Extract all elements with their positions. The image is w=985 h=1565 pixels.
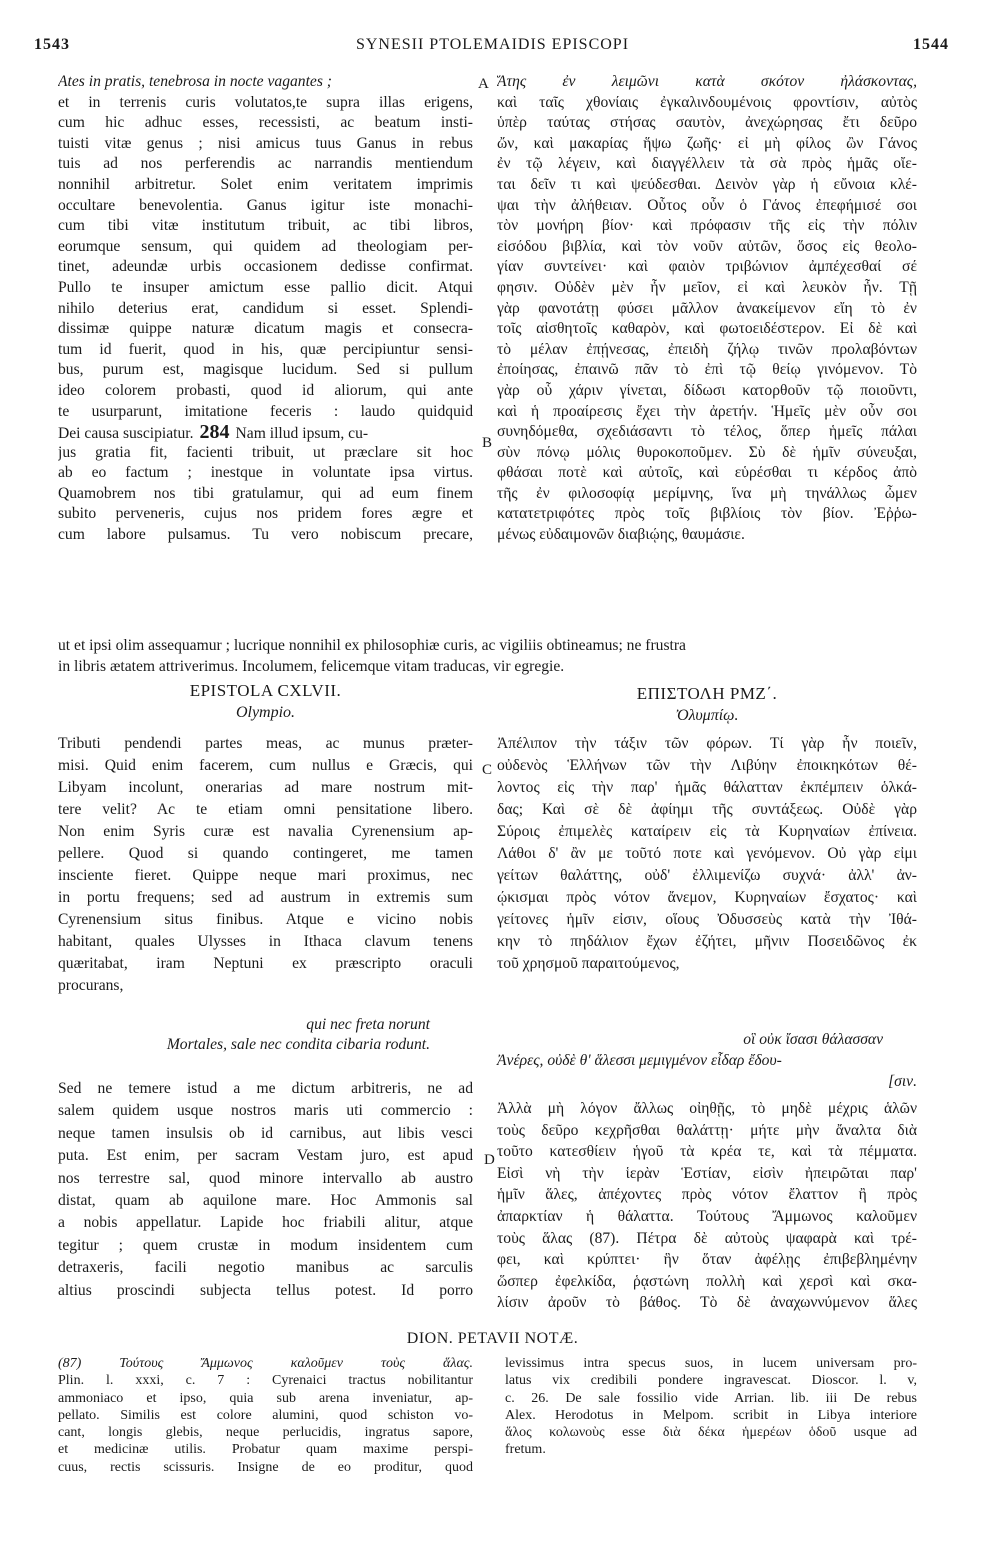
latin-text-line: a nobis appellatur. Lapide hoc friabili alitur, atque (58, 1214, 473, 1232)
latin-verse-line-2: Mortales, sale nec condita cibaria rodunt. (166, 1036, 430, 1053)
latin-text-line: misi. Quid enim facerem, cum nullus e Græcis, qui (58, 757, 473, 774)
greek-text-line: ἀπαρκτίαν ἡ θάλαττα. Τούτους Ἄμμωνος καλοῦμεν (497, 1207, 917, 1225)
latin-text-line: jus gratia fit, facienti tribuit, ut præclare sit hoc (58, 443, 473, 461)
greek-text-line: φει, καὶ κρύπτει· ἣν ὅταν ἀφέλῃς ἐπιβεβλημένην (497, 1251, 917, 1269)
note-text-line: cuus, rectis scissuris. Insigne de eo proditur, quod (58, 1459, 473, 1475)
greek-text-line: γείτων θαλάττης, οὐδ' ἐλλιμενίζω συχνά· ἀλλ' ἀν- (497, 867, 917, 884)
greek-text-line: ἐν τῷ λέγειν, καὶ διαγγέλλειν τὰ σὰ πρὸς ἡμᾶς οἴε- (497, 155, 917, 173)
latin-text-line: altius proscindi subjecta tellus potest. Id porro (58, 1281, 473, 1299)
latin-text-line: Tributi pendendi partes meas, ac munus præter- (58, 735, 473, 752)
latin-text-line: habitant, quales Ulysses in Ithaca clavum tenens (58, 933, 473, 950)
latin-text-line: in portu frequens; sed ad austrum in extremis sum (58, 889, 473, 906)
margin-marker-d: D (484, 1152, 495, 1168)
greek-text-line: ἡμῖν ἅλες, ἀπέχοντες πρὸς νότον ἔλαττον ἢ πρὸς (497, 1186, 917, 1204)
greek-text-line: ὤν, καὶ μακαρίας ἥψω ζωῆς· εἰ μὴ φίλος ὢν Γάνος (497, 134, 917, 152)
greek-verse-line-1: οἳ οὐκ ἴσασι θάλασσαν (743, 1031, 883, 1048)
greek-text-line: ται δεῖν τι καὶ ψεύδεσθαι. Δεινὸν γὰρ ἡ εὔνοια κλέ- (497, 175, 917, 193)
greek-text-line: εἰσόδου βιβλία, καὶ τὸν νοῦν αὐτῶν, ὅσος εἰς θεολο- (497, 237, 917, 255)
greek-text-line: μένως εὐδαιμονῶν διαβιῴης, θαυμάσιε. (497, 526, 745, 544)
latin-text-line: bus, purum est, magisque lucidum. Sed si pullum (58, 361, 473, 379)
note-text-line: levissimus intra specus suos, in lucem universam pro- (505, 1356, 917, 1371)
greek-text-line: λοντος εἰς τὴν παρ' ἡμᾶς θάλατταν ἐκπέμπειν ὁλκά- (497, 779, 917, 796)
greek-text-line: τῆς ἐν φιλοσοφίᾳ μερίμνης, ἵνα μὴ τηνάλλως ὦμεν (497, 484, 917, 502)
latin-text-line: ab eo factum ; inestque in voluntate ipsa virtus. (58, 464, 473, 482)
note-text-line: ammoniaco et ipso, quia sub arena inveniatur, ap- (58, 1390, 473, 1406)
greek-text-line: τοὺς δεῦρο κεχρῆσθαι θαλάττῃ· μήτε μὴν ἄναλτα διὰ (497, 1121, 917, 1139)
latin-text-line: dissimæ quippe naturæ dicatum magis et consecra- (58, 320, 473, 338)
greek-text-line: ὑπὲρ ταύτας στήσας σαυτὸν, ἀνεχώρησας ἔτι δεῦρο (497, 114, 917, 132)
epistola-greek-title: ΕΠΙΣΤΟΛΗ ΡΜΖ΄. (636, 684, 778, 703)
latin-text-line: insciente fieret. Quippe neque mari proximus, nec (58, 867, 473, 884)
greek-text-line: καὶ ἡ προαίρεσις ἔχει τὴν ἀρετήν. Ἡμεῖς μὲν οὖν σοι (497, 402, 917, 420)
greek-verse-line-3: [σιν. (888, 1073, 917, 1090)
note-text-line: (87) Τούτους Ἄμμωνος καλοῦμεν τοὺς ἅλας. (58, 1356, 473, 1371)
notes-column-right (505, 1355, 917, 1459)
greek-text-line: Λάθοι δ' ἂν με τοῦτό ποτε καὶ γενόμενον. Οὐ γὰρ εἰμι (497, 845, 917, 862)
greek-text-line: φθάσαι ποτὲ καὶ αὐτοῖς, καὶ εὑρέσθαι τι κέρδος ἀπὸ (497, 464, 917, 482)
greek-text-line: τὸ μέλαν ἐπῄνεσας, ἐπειδὴ ζήλῳ τινῶν προλαβόντων (497, 340, 917, 358)
latin-text-line: nonnihil arbitretur. Solet enim veritatem imprimis (58, 175, 473, 193)
latin-text-line: Pullo te insuper amictum esse pallio dicit. Atqui (58, 278, 473, 296)
latin-text-line: Sed ne temere istud a me dictum arbitreris, ne ad (58, 1080, 473, 1097)
greek-text-line: καὶ ταῖς χθονίαις ἐγκαλινδουμένοις φροντίσιν, αὐτὸς (497, 93, 917, 111)
notes-column-left (58, 1355, 473, 1476)
latin-text-line: cum tibi vitæ institutum tribuit, ac tibi libros, (58, 217, 473, 235)
greek-text-line: Εἰσὶ νὴ τὴν ἱερὰν Ἑστίαν, εἰσὶν ἠπειρῶται παρ' (497, 1164, 917, 1182)
greek-text-line: Ἀπέλιπον τὴν τάξιν τῶν φόρων. Τί γὰρ ἦν ποιεῖν, (497, 735, 917, 752)
greek-text-line: ἐποίησας, ἐπαινῶ πᾶν τὸ ἐπὶ τῷ θείῳ γινόμενον. Τὸ (497, 361, 917, 379)
greek-text-line: ψαι τὴν ἀλήθειαν. Οὗτος οὖν ὁ Γάνος ἐπεφήμισέ σοι (497, 196, 917, 214)
greek-text-line: γὰρ φανοτάτῃ φύσει μᾶλλον ἀνακείμενον εἴη τὸ ἐν (497, 299, 917, 317)
greek-text-line: τὸν μονήρη βίον· καὶ πρόφασιν τῆς εἰς τὴν πόλιν (497, 217, 917, 235)
latin-text-line: tum id fuerit, quod in his, quæ percipiuntur sensi- (58, 340, 473, 358)
epistola-greek-addressee: Ὀλυμπίῳ. (675, 707, 739, 724)
latin-text-segment: Dei causa suscipiatur. (58, 425, 194, 443)
greek-text-line: Ἀλλὰ μὴ λόγον ἄλλως οἰηθῇς, τὸ μηδὲ μέχρις ἁλῶν (497, 1100, 917, 1117)
note-text-line: latus vix credibili pondere ingravescat. Dioscor. l. v, (505, 1373, 917, 1389)
latin-text-line: cum hic adhuc esses, recessisti, ac beatum insti- (58, 114, 473, 132)
greek-text-line: τοῦτο κατεσθίειν ἡγοῦ τὰ κρέα τε, καὶ τὰ πέμματα. (497, 1143, 917, 1161)
latin-text-line: quæritabat, iram Neptuni ex præscripto oraculi (58, 955, 473, 972)
greek-text-line: κατατετριφότες πρὸς τοῖς βιβλίοις τὸν βίον. Ἐῤῥω- (497, 505, 917, 523)
latin-text-line: et in terrenis curis volutatos,te supra illas erigens, (58, 93, 473, 111)
note-text-line: ἅλος κολωνοὺς esse διὰ δέκα ἡμερέων ὁδοῦ usque ad (505, 1425, 917, 1441)
greek-text-line: Ἄτης ἐν λειμῶνι κατὰ σκότον ἠλάσκοντας, (497, 73, 917, 90)
latin-text-line: puta. Est enim, per sacram Vestam juro, est apud (58, 1147, 473, 1165)
epistola-latin-title: EPISTOLA CXLVII. (189, 681, 342, 700)
note-text-line: fretum. (505, 1442, 546, 1458)
running-title: SYNESII PTOLEMAIDIS EPISCOPI (355, 36, 630, 53)
latin-text-line: tegitur ; quem crustæ in modum insidentem cum (58, 1236, 473, 1254)
latin-text-line: Quamobrem nos tibi gratulamur, qui ad eum finem (58, 484, 473, 502)
latin-text-line: tere velit? Ac te etiam omni pensitatione libero. (58, 801, 473, 818)
latin-text-line: Cyrenensium situs finibus. Atque e vicino nobis (58, 911, 473, 928)
greek-column-bottom (497, 1098, 917, 1314)
latin-text-line: te usurparunt, imitatione feceris : laudo quidquid (58, 402, 473, 420)
greek-column-middle (497, 733, 917, 975)
greek-text-line: οὐδενὸς Ἑλλήνων τῶν τὴν Λιβύην ἐποικηκότων θέ- (497, 757, 917, 774)
greek-text-line: γὰρ οὗ χάριν γίνεται, δίδωσι κατορθοῦν τῷ ποιοῦντι, (497, 381, 917, 399)
latin-column-top (58, 72, 473, 546)
latin-text-line: occultare benevolentia. Ganus igitur iste monachi- (58, 196, 473, 214)
greek-text-line: λίσιν ἀροῦν τὸ βάθος. Τὸ δὲ ἀναχωννύμενον ἅλες (497, 1294, 917, 1312)
latin-text-line: distat, quam ab aquilone mare. Hoc Ammonis sal (58, 1191, 473, 1209)
latin-text-line: tinet, adeundæ urbis occasionem dedisse confirmat. (58, 258, 473, 276)
greek-text-line: ὥσπερ ἐφελκίδα, ῥᾳστώνη πολλὴ καὶ χερσὶ καὶ σκα- (497, 1272, 917, 1290)
latin-text-line: tuisti vitæ genus ; nisi amicus tuus Ganus in rebus (58, 134, 473, 152)
greek-text-line: δας; Καὶ σὲ δὲ ἀφίημι τῆς συντάξεως. Οὐδὲ γὰρ (497, 801, 917, 818)
greek-text-line: τοῦ χρησμοῦ παραιτούμενος, (497, 955, 680, 972)
notes-heading: DION. PETAVII NOTÆ. (406, 1330, 579, 1347)
page-number-right: 1544 (913, 36, 949, 53)
greek-text-line: Σύροις ἐπιμελὲς καταίρειν εἰς τὰ Κυρηναίων ἐπίνεια. (497, 823, 917, 840)
page-number-left: 1543 (34, 36, 70, 53)
latin-text-line: salem quidem usque nostros maris uti commercio : (58, 1102, 473, 1120)
greek-column-top (497, 72, 917, 546)
greek-text-line: τοῖς αἰσθητοῖς καθαρὸν, καὶ φωτοειδέστερον. Εἰ δὲ καὶ (497, 320, 917, 338)
full-width-line-2: in libris ætatem attriverimus. Incolumem, felicemque vitam traducas, vir egregie. (58, 658, 565, 675)
latin-text-line: pellere. Quod si quando contingeret, me tamen (58, 845, 473, 862)
latin-text-line: nihilo deterius erat, candidum si esset. Splendi- (58, 299, 473, 317)
latin-text-line: ideo colorem probasti, quod id aliorum, qui ante (58, 381, 473, 399)
greek-verse-line-2: Ἀνέρες, οὐδὲ θ' ἅλεσσι μεμιγμένον εἶδαρ ἔδου- (497, 1052, 782, 1069)
margin-marker-a: A (478, 76, 489, 92)
latin-text-line: tuis ad nos perferendis ac narrandis mentiendum (58, 155, 473, 173)
latin-verse-line-1: qui nec freta norunt (306, 1016, 430, 1033)
note-text-line: et medicinæ utilis. Probatur quam maxime perspi- (58, 1442, 473, 1458)
greek-text-line: ῴκισμαι πρὸς νότον ἄνεμον, Κυρηναίων ἔσχατος· καὶ (497, 889, 917, 906)
latin-text-line: neque tamen insulsis ob id carnibus, aut libis vesci (58, 1124, 473, 1142)
note-text-line: Alex. Herodotus in Melpom. scribit in Libya interiore (505, 1407, 917, 1423)
latin-text-line: cum labore pulsamus. Tu vero nobiscum precare, (58, 526, 473, 544)
greek-text-line: γίαν συντείνει· καὶ φαιὸν τριβώνιον ἀμπέχεσθαί σέ (497, 258, 917, 276)
latin-text-line: nos terrestre sal, quod minore intervallo ab austro (58, 1169, 473, 1187)
column-number-284: 284 (199, 422, 230, 443)
running-header (0, 36, 985, 60)
greek-text-line: γείτονες ἡμῖν εἰσιν, οἵους Ὀδυσσεὺς κατὰ τὴν Ἰθά- (497, 911, 917, 928)
latin-text-line: eorumque sensum, qui quidem ad theologiam per- (58, 237, 473, 255)
epistola-latin-addressee: Olympio. (235, 704, 296, 721)
latin-text-line: Non enim Syris curæ est navalia Cyrenensium ap- (58, 823, 473, 840)
latin-text-line: Ates in pratis, tenebrosa in nocte vagantes ; (58, 73, 333, 90)
note-text-line: cant, longis glebis, neque perlucidis, ingratus sapore, (58, 1425, 473, 1441)
latin-text-line: subito perveneris, cujus nos pridem fores ægre et (58, 505, 473, 523)
greek-text-line: τοὺς ἅλας (87). Πέτρα δὲ αὐτοὺς ψαφαρὰ καὶ τρέ- (497, 1229, 917, 1247)
greek-text-line: κην τὸ πηδάλιον ἔχων ἐζήτει, μῆνιν Ποσειδῶνος ἐκ (497, 933, 917, 950)
margin-marker-b: B (482, 435, 493, 451)
latin-column-middle (58, 733, 473, 997)
note-text-line: c. 26. De sale fossilio vide Arrian. lib. iii De rebus (505, 1390, 917, 1406)
latin-text-line: detraxeris, facili negotio manibus ac sarculis (58, 1259, 473, 1277)
latin-column-bottom (58, 1078, 473, 1302)
greek-text-line: σὺν πόνῳ μόλις θυροκοποῦμεν. Σὺ δὲ ἡμῖν σύνευξαι, (497, 443, 917, 461)
greek-text-line: φησιν. Οὐδὲν μὲν ἦν μεῖον, εἰ καὶ λευκὸν ἦν. Τῇ (497, 278, 917, 296)
margin-marker-c: C (482, 762, 493, 778)
greek-text-line: συνηδόμεθα, σχεδιάσαντι τὸ τέλος, ὅπερ ἡμεῖς πάλαι (497, 423, 917, 441)
latin-text-line: procurans, (58, 977, 124, 994)
latin-text-line (58, 422, 473, 443)
note-text-line: Plin. l. xxxi, c. 7 : Cyrenaici tractus nobilitantur (58, 1373, 473, 1389)
latin-text-line: Libyam incolunt, onerarias ad mare nostrum mit- (58, 779, 473, 796)
full-width-line-1: ut et ipsi olim assequamur ; lucrique nonnihil ex philosophiæ curis, ac vigiliis obtineamus; ne frustra (58, 637, 686, 654)
note-text-line: pellato. Similis est colore alumini, quod schiston vo- (58, 1407, 473, 1423)
latin-text-segment: Nam illud ipsum, cu- (235, 425, 369, 443)
